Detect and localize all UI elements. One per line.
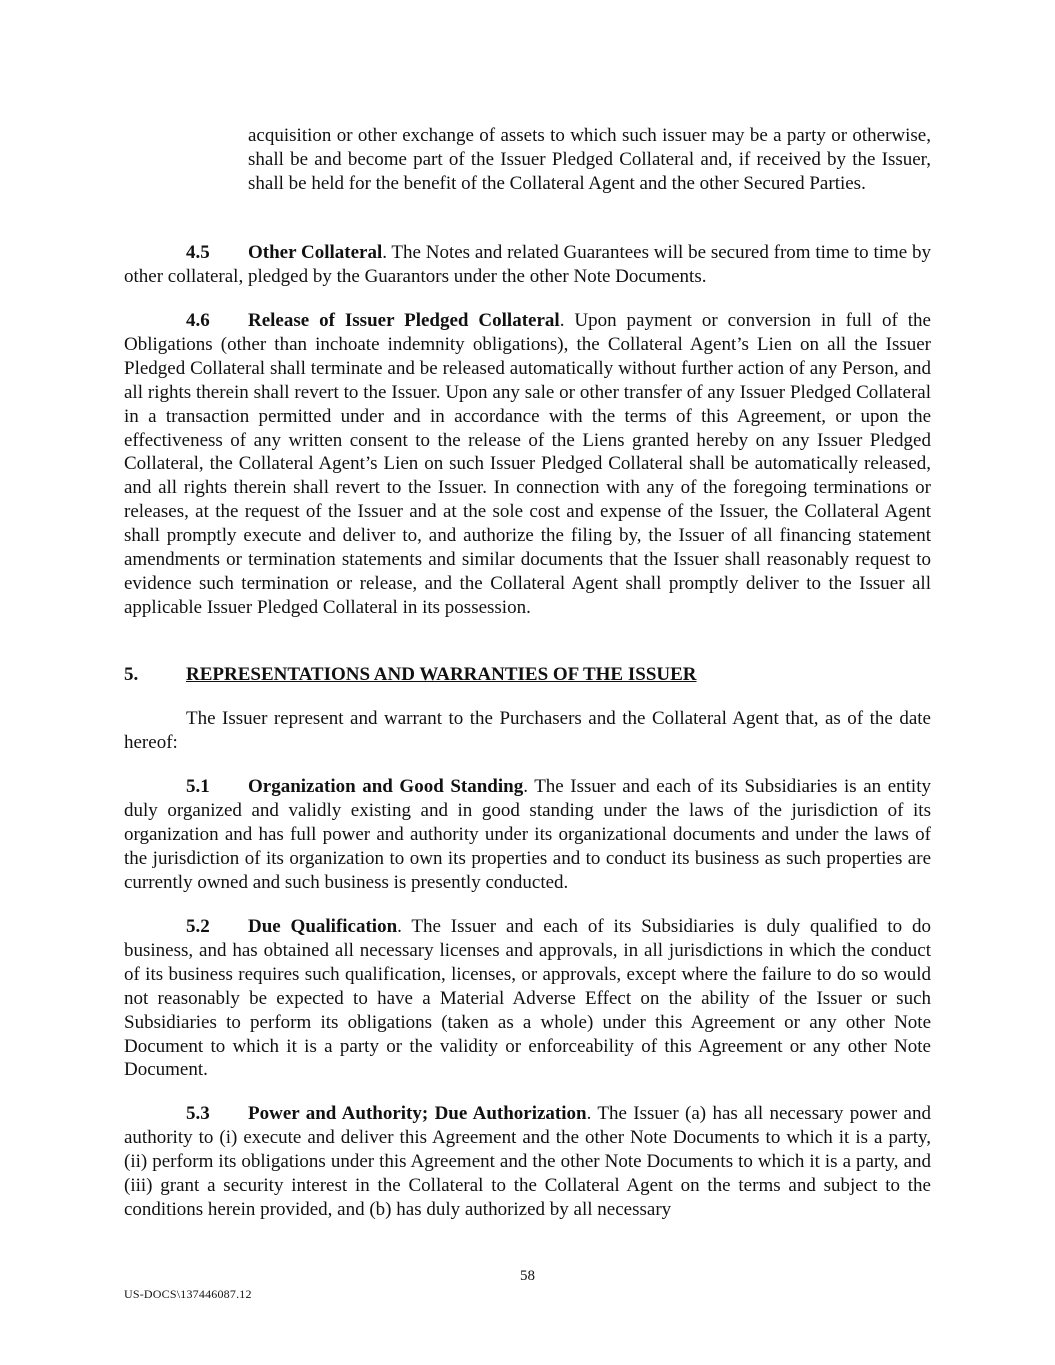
section-5-number: 5. [124, 664, 139, 685]
continued-paragraph [248, 124, 931, 196]
section-4-5-heading: Other Collateral [248, 242, 383, 263]
section-5-2-body: . The Issuer and each of its Subsidiaries is duly qualified to do business, and has obtained all necessary licenses and approvals, in all jurisdictions in which the conduct of its business requires such qualification, licenses, or approvals, except where the failure to do so would not reasonably be expected to have a Material Adverse Effect on the ability of the Issuer or such Subsidiaries to perform its obligations (taken as a whole) under this Agreement or any other Note Document to which it is a party or the validity or enforceability of this Agreement or any other Note Document. [124, 916, 932, 1081]
section-4-5-body: . The Notes and related Guarantees will be secured from time to time by other collateral, pledged by the Guarantors under the other Note Documents. [124, 242, 931, 287]
page-number: 58 [520, 1268, 535, 1284]
document-id: US-DOCS\137446087.12 [124, 1287, 252, 1301]
section-5-2-number: 5.2 [186, 916, 210, 937]
section-4-6 [124, 309, 931, 620]
section-5-intro-text: The Issuer represent and warrant to the Purchasers and the Collateral Agent that, as of the date hereof: [124, 708, 931, 753]
section-5-heading [124, 663, 697, 687]
section-5-1-heading: Organization and Good Standing [248, 776, 524, 797]
section-5-intro [124, 707, 931, 755]
section-5-3-heading: Power and Authority; Due Authorization [248, 1103, 587, 1124]
section-5-2-heading: Due Qualification [248, 916, 398, 937]
section-5-1-body: . The Issuer and each of its Subsidiaries is an entity duly organized and validly existing and in good standing under the laws of the jurisdiction of its organization and has full power and authority under its organizational documents and under the laws of the jurisdiction of its organization to own its properties and to conduct its business as such properties are currently owned and such business is presently conducted. [124, 776, 931, 893]
section-4-5-number: 4.5 [186, 242, 210, 263]
section-5-1 [124, 775, 931, 895]
continued-paragraph-text: acquisition or other exchange of assets to which such issuer may be a party or otherwise, shall be and become part of the Issuer Pledged Collateral and, if received by the Issuer, shall be held for the benefit of the Collateral Agent and the other Secured Parties. [248, 125, 931, 194]
section-5-2 [124, 915, 931, 1082]
section-5-3-number: 5.3 [186, 1103, 210, 1124]
section-4-6-body: . Upon payment or conversion in full of the Obligations (other than inchoate indemnity obligations), the Collateral Agent’s Lien on all the Issuer Pledged Collateral shall terminate and be released automatically without further action of any Person, and all rights therein shall revert to the Issuer. Upon any sale or other transfer of any Issuer Pledged Collateral in a transaction permitted under and in accordance with the terms of this Agreement, or upon the effectiveness of any written consent to the release of the Liens granted hereby on any Issuer Pledged Collateral, the Collateral Agent’s Lien on such Issuer Pledged Collateral shall be automatically released, and all rights therein shall revert to the Issuer. In connection with any of the foregoing terminations or releases, at the request of the Issuer and at the sole cost and expense of the Issuer, the Collateral Agent shall promptly execute and deliver to, and authorize the filing by, the Issuer of all financing statement amendments or termination statements and similar documents that the Issuer shall reasonably request to evidence such termination or release, and the Collateral Agent shall promptly deliver to the Issuer all applicable Issuer Pledged Collateral in its possession. [124, 310, 931, 618]
section-4-6-number: 4.6 [186, 310, 210, 331]
section-5-title: REPRESENTATIONS AND WARRANTIES OF THE ISSUER [186, 664, 697, 685]
section-4-5 [124, 241, 931, 289]
section-5-3-body: . The Issuer (a) has all necessary power and authority to (i) execute and deliver this Agreement and the other Note Documents to which it is a party, (ii) perform its obligations under this Agreement and the other Note Documents to which it is a party, and (iii) grant a security interest in the Collateral to the Collateral Agent on the terms and subject to the conditions herein provided, and (b) has duly authorized by all necessary [124, 1103, 931, 1220]
section-5-3 [124, 1102, 931, 1222]
section-5-1-number: 5.1 [186, 776, 210, 797]
section-4-6-heading: Release of Issuer Pledged Collateral [248, 310, 560, 331]
